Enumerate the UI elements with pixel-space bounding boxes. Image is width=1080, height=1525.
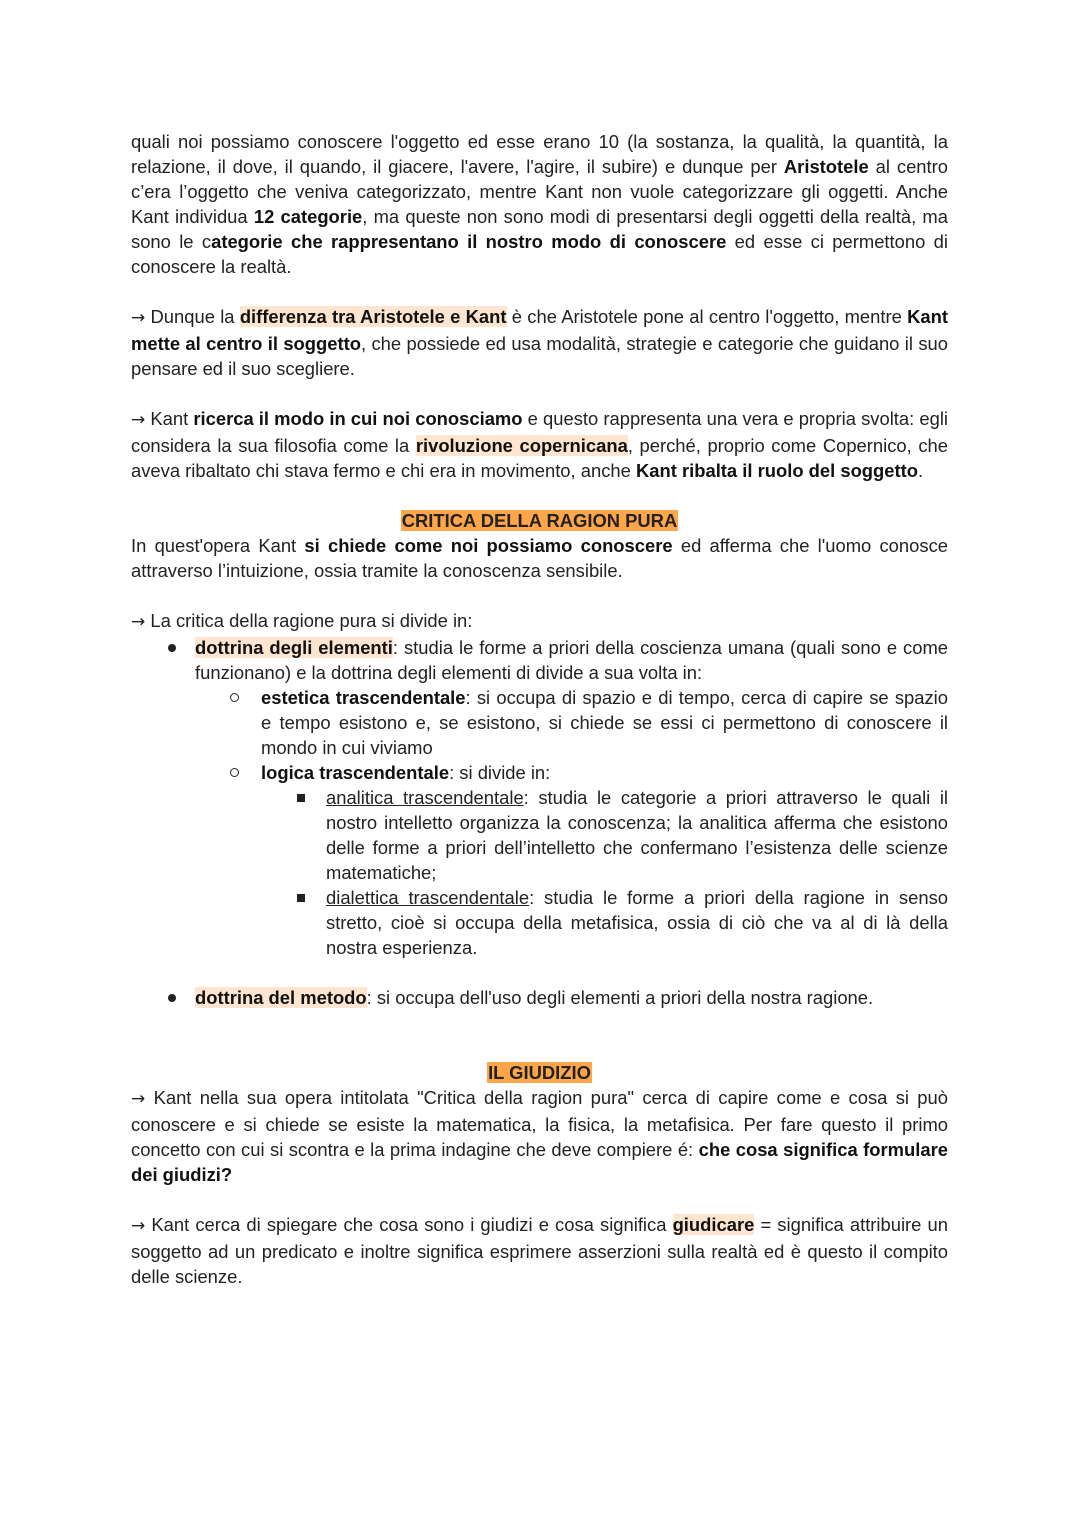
text: : studia le forme a priori della coscienza umana (quali sono e come funzionano) e la dottrina degli elementi di divide a sua volta in:	[195, 637, 948, 683]
text: ed esse ci permettono di conoscere la realtà.	[131, 231, 948, 277]
paragraph-categories	[131, 129, 948, 279]
document-content	[131, 129, 948, 1289]
arrow-icon: →	[131, 308, 146, 328]
list-item	[131, 635, 948, 685]
list-item	[131, 760, 948, 785]
bullet-square-icon	[297, 894, 305, 902]
text: è che Aristotele pone al centro l'oggetto, mentre	[506, 306, 908, 327]
bold-12-categorie: 12 categorie	[253, 206, 363, 227]
section-title-giudizio	[131, 1060, 948, 1085]
list-item	[131, 785, 948, 885]
text: , perché, proprio come Copernico, che aveva ribaltato chi stava fermo e chi era in movimento, anche	[131, 435, 948, 481]
bold-domanda: che cosa significa formulare dei giudizi?	[131, 1139, 948, 1185]
list-item	[131, 685, 948, 760]
section-title-critica	[131, 508, 948, 533]
bold-ricerca: ricerca il modo in cui noi conosciamo	[193, 408, 523, 429]
bold-logica: logica trascendentale	[261, 762, 450, 783]
highlight-giudicare: giudicare	[672, 1214, 755, 1235]
list-intro	[131, 608, 948, 635]
bullet-circle-icon	[230, 768, 239, 777]
underline-analitica: analitica trascendentale	[326, 787, 524, 808]
paragraph-giudizio-1	[131, 1085, 948, 1187]
arrow-icon: →	[131, 1089, 146, 1109]
text: : si occupa dell'uso degli elementi a priori della nostra ragione.	[366, 987, 874, 1008]
highlight-dottrina-elementi: dottrina degli elementi	[195, 637, 393, 658]
paragraph-intro-critica	[131, 533, 948, 583]
text: , che possiede ed usa modalità, strategie e categorie che guidano il suo pensare ed il suo scegliere.	[131, 333, 948, 379]
highlight-dottrina-metodo: dottrina del metodo	[195, 987, 367, 1008]
bold-categorie-conoscere: ategorie che rappresentano il nostro modo di conoscere	[211, 231, 727, 252]
text: : si occupa di spazio e di tempo, cerca di capire se spazio e tempo esistono e, se esistono, si chiede se essi ci permettono di conoscere il mondo in cui viviamo	[261, 687, 948, 758]
paragraph-differenza	[131, 304, 948, 381]
text: : studia le categorie a priori attraverso le quali il nostro intelletto organizza la conoscenza; la analitica afferma che esistono delle forme a priori dell’intelletto che confermano l’esistenza delle scienze matematiche;	[326, 787, 948, 883]
bold-si-chiede: si chiede come noi possiamo conoscere	[304, 535, 673, 556]
text: Kant	[145, 408, 194, 429]
arrow-icon: →	[131, 612, 146, 632]
arrow-icon: →	[131, 410, 146, 430]
text: Kant cerca di spiegare che cosa sono i giudizi e cosa significa	[145, 1214, 673, 1235]
bold-estetica: estetica trascendentale	[261, 687, 466, 708]
highlight-differenza: differenza tra Aristotele e Kant	[239, 306, 507, 327]
bold-kant-ribalta: Kant ribalta il ruolo del soggetto	[635, 460, 918, 481]
bullet-dot-icon	[168, 994, 176, 1002]
text: Dunque la	[145, 306, 240, 327]
text: : studia le forme a priori della ragione in senso stretto, cioè si occupa della metafisica, ossia di ciò che va al di là della nostra esperienza.	[326, 887, 948, 958]
section-title-text: CRITICA DELLA RAGION PURA	[401, 510, 678, 531]
text: In quest'opera Kant	[131, 535, 305, 556]
text: , ma queste non sono modi di presentarsi degli oggetti della realtà, ma sono le c	[131, 206, 948, 252]
list-item	[131, 985, 948, 1010]
text: e questo rappresenta una vera e propria svolta: egli considera la sua filosofia come la	[131, 408, 948, 456]
text: : si divide in:	[449, 762, 551, 783]
critica-outline	[131, 635, 948, 1010]
bold-aristotele: Aristotele	[783, 156, 869, 177]
text: La critica della ragione pura si divide in:	[150, 610, 473, 631]
list-spacer	[131, 960, 948, 985]
bullet-square-icon	[297, 794, 305, 802]
text: al centro c’era l’oggetto che veniva categorizzato, mentre Kant non vuole categorizzare gli oggetti. Anche Kant individua	[131, 156, 948, 227]
list-item	[131, 885, 948, 960]
text: Kant nella sua opera intitolata "Critica della ragion pura" cerca di capire come e cosa si può conoscere e si chiede se esiste la matematica, la fisica, la metafisica. Per fare questo il primo concetto con cui si scontra e la prima indagine che deve compiere é:	[131, 1087, 948, 1160]
paragraph-giudizio-2	[131, 1212, 948, 1289]
bullet-circle-icon	[230, 693, 239, 702]
text: quali noi possiamo conoscere l'oggetto ed esse erano 10 (la sostanza, la qualità, la quantità, la relazione, il dove, il quando, il giacere, l'avere, l'agire, il subire) e dunque per	[131, 131, 948, 177]
arrow-icon: →	[131, 1216, 146, 1236]
bold-kant-soggetto: Kant mette al centro il soggetto	[131, 306, 949, 354]
bullet-dot-icon	[168, 644, 176, 652]
text: .	[918, 460, 924, 481]
underline-dialettica: dialettica trascendentale	[326, 887, 530, 908]
highlight-rivoluzione: rivoluzione copernicana	[415, 435, 628, 456]
text: ed afferma che l'uomo conosce attraverso l’intuizione, ossia tramite la conoscenza sensibile.	[131, 535, 948, 581]
text: = significa attribuire un soggetto ad un predicato e inoltre significa esprimere asserzioni sulla realtà ed è questo il compito delle scienze.	[131, 1214, 948, 1287]
paragraph-rivoluzione	[131, 406, 948, 483]
section-title-text: IL GIUDIZIO	[488, 1062, 591, 1083]
